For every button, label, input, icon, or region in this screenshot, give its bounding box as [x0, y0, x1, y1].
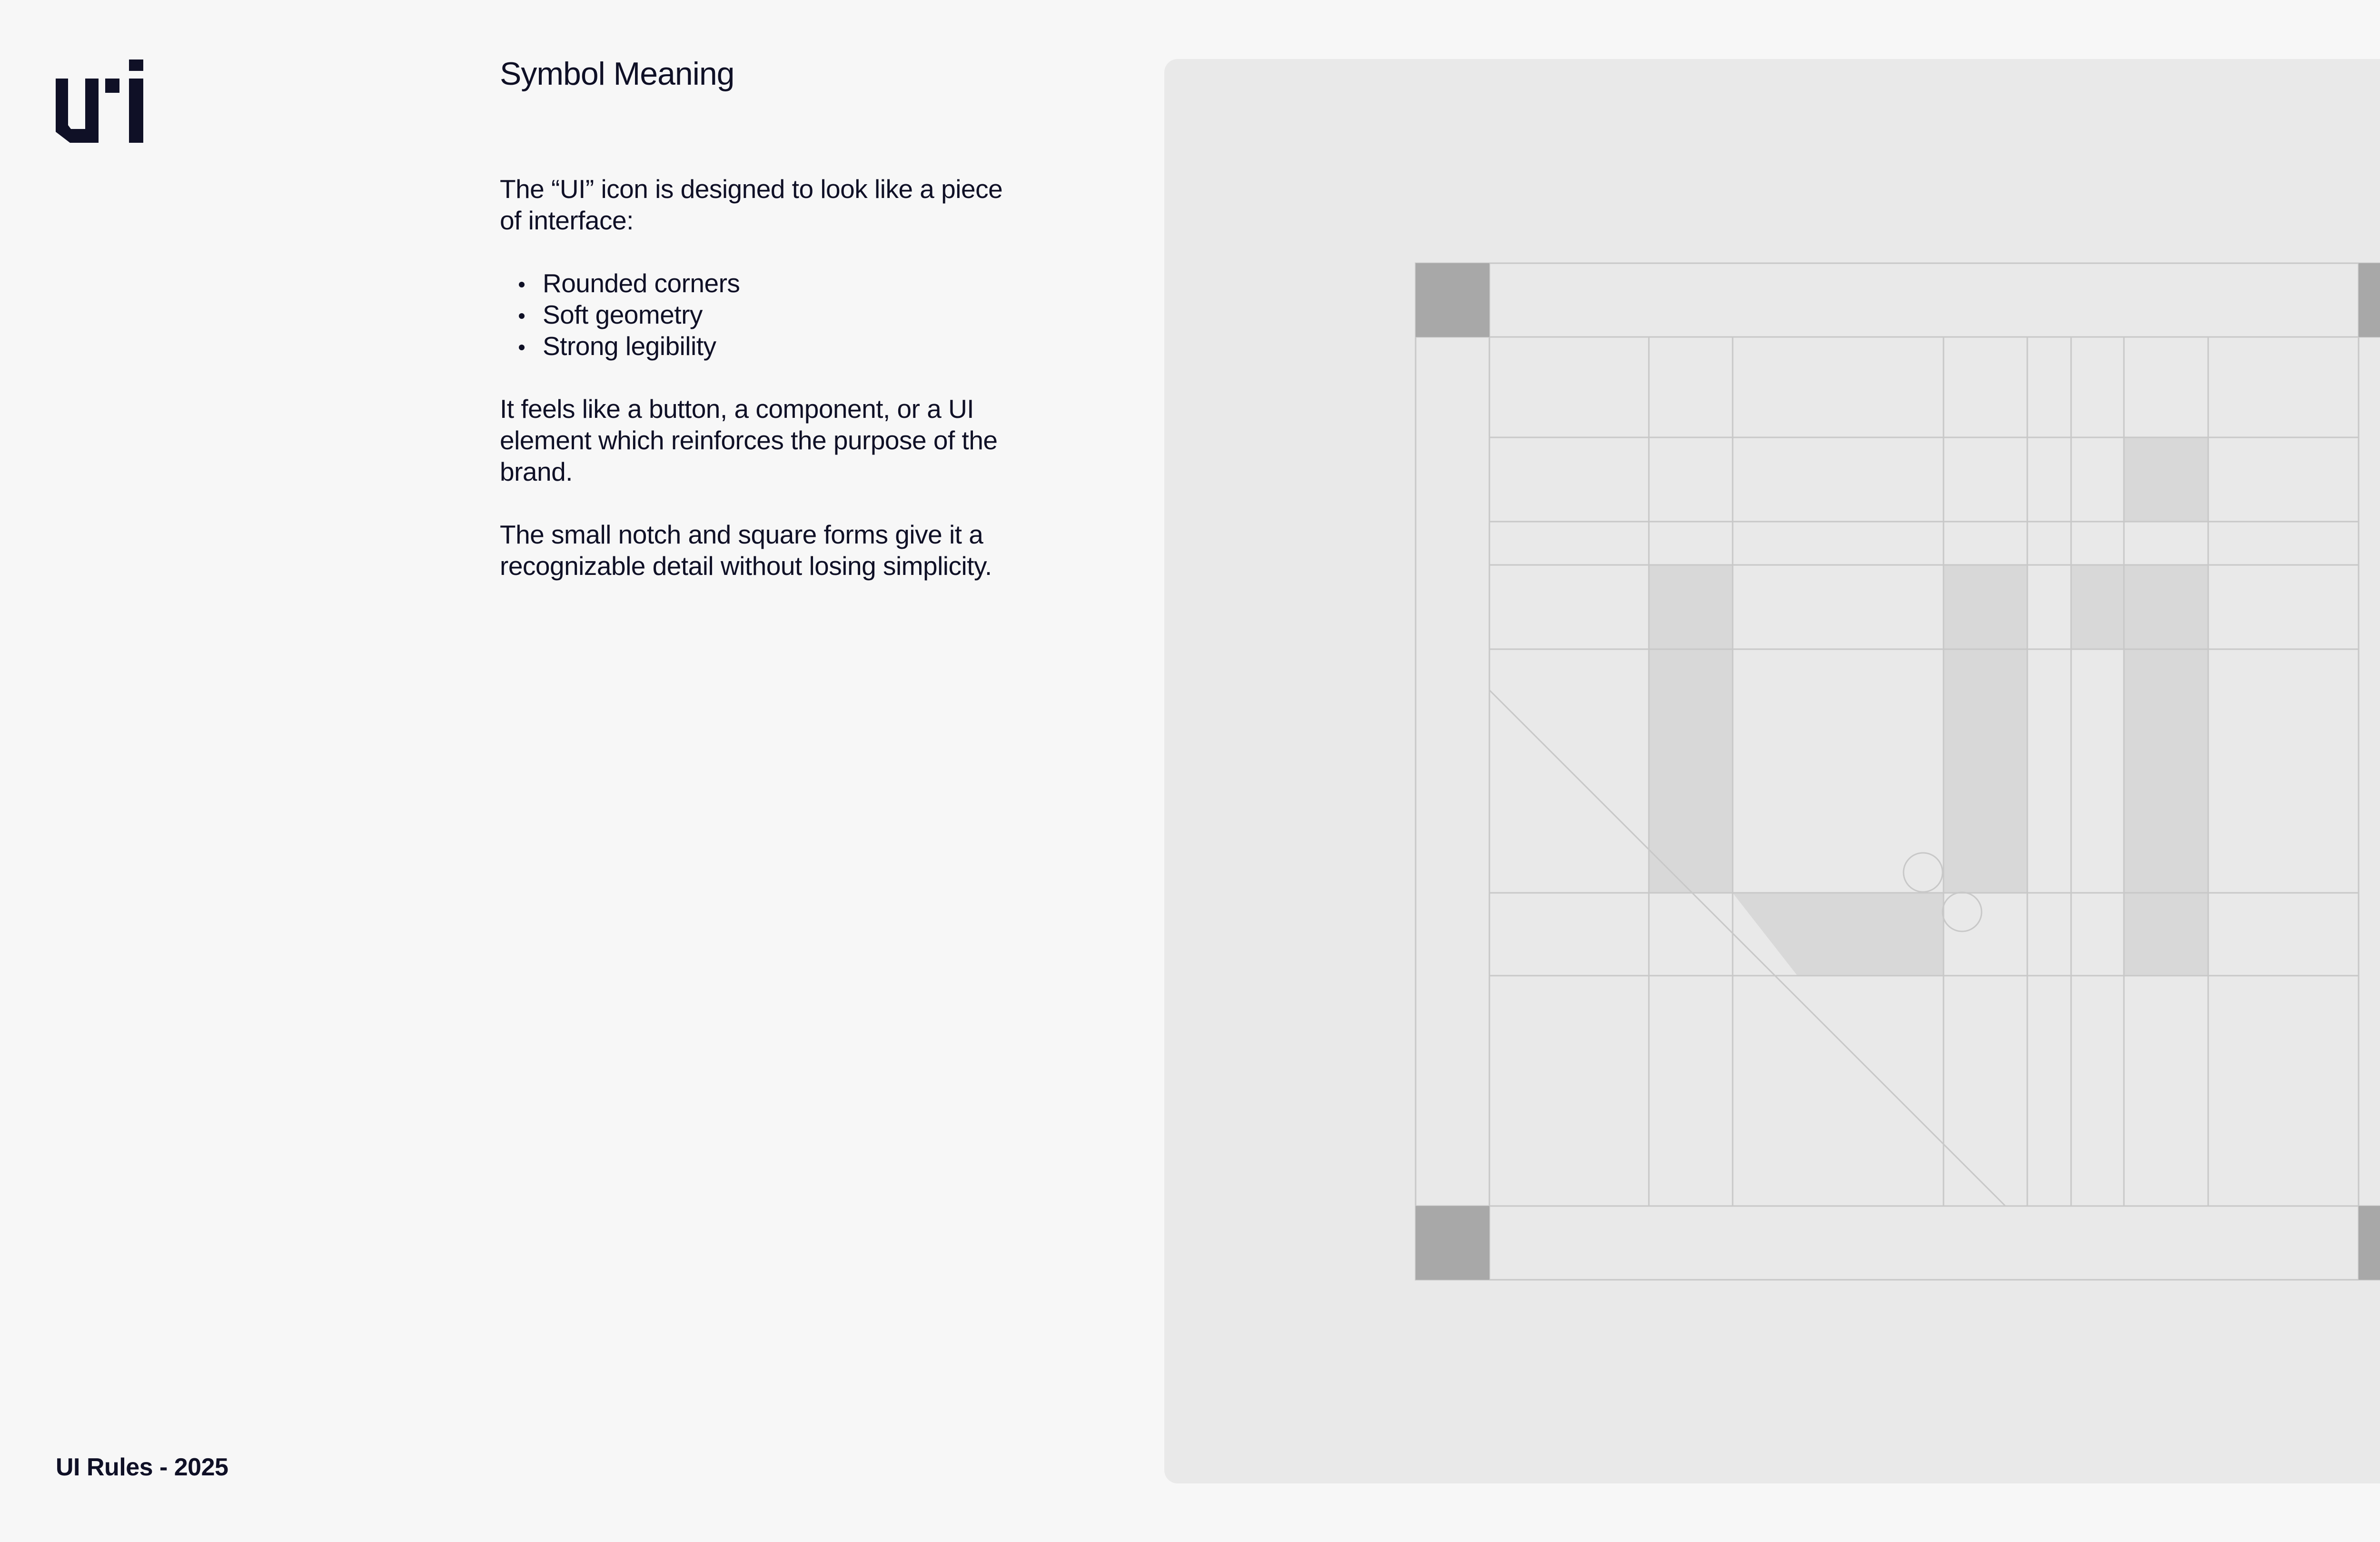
logo-letter-i-dot — [129, 59, 143, 71]
outer-frame — [1416, 263, 2380, 1280]
page-title: Symbol Meaning — [500, 56, 734, 92]
corner-circle-guide — [1943, 892, 1982, 931]
corner-blocks — [1416, 263, 2380, 1280]
glyph-notch-square — [2071, 565, 2124, 649]
feature-list — [500, 267, 1004, 362]
description-block — [500, 173, 1004, 613]
list-item: Soft geometry — [500, 299, 1004, 330]
logo-letter-u — [56, 79, 99, 143]
glyph-u-left-stem — [1649, 565, 1733, 893]
logo-notch-square — [105, 79, 119, 93]
glyph-u-right-stem — [1944, 565, 2027, 893]
construction-panel — [1164, 59, 2380, 1483]
logo-letter-i-stem — [129, 79, 143, 143]
glyph-i-dot — [2124, 437, 2208, 522]
corner-block-top-left — [1416, 263, 1489, 337]
glyph-u-bottom-bar — [1733, 893, 1944, 976]
corner-circle-guide — [1904, 853, 1943, 892]
ui-logo — [56, 59, 146, 143]
corner-block-bottom-right — [2359, 1206, 2380, 1280]
purpose-paragraph: It feels like a button, a component, or a UI element which reinforces the purpose of the brand. — [500, 394, 998, 486]
corner-block-bottom-left — [1416, 1206, 1489, 1280]
list-item: Rounded corners — [500, 267, 1004, 299]
construction-grid-diagram — [1164, 59, 2380, 1483]
list-item: Strong legibility — [500, 330, 1004, 362]
footer-label: UI Rules - 2025 — [56, 1453, 228, 1481]
inner-frame — [1489, 337, 2359, 1206]
grid-lines — [1416, 263, 2380, 1280]
corner-block-top-right — [2359, 263, 2380, 337]
notch-paragraph: The small notch and square forms give it a recognizable detail without losing simplicity. — [500, 520, 992, 581]
intro-paragraph: The “UI” icon is designed to look like a piece of interface: — [500, 174, 1003, 235]
glyph-i-stem — [2124, 565, 2208, 976]
